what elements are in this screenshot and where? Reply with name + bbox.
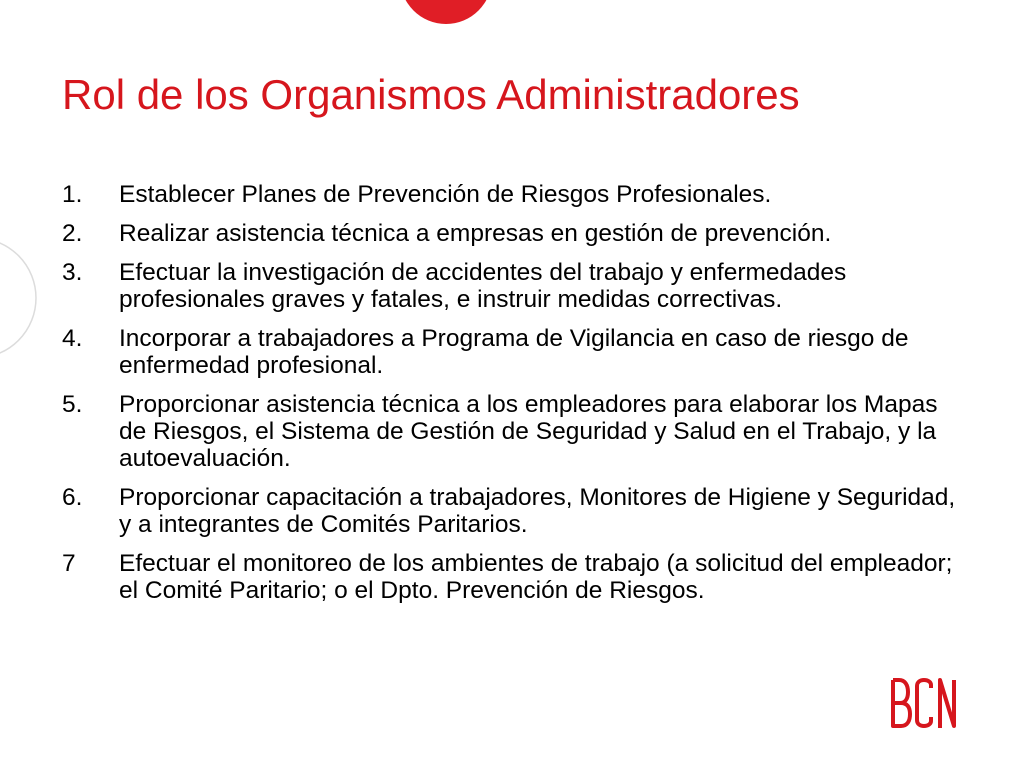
red-circle-decoration bbox=[400, 0, 492, 24]
list-item-number: 2. bbox=[62, 220, 83, 247]
list-item bbox=[62, 391, 962, 472]
list-item-number: 3. bbox=[62, 259, 83, 286]
list-item-text: Efectuar la investigación de accidentes del trabajo y enfermedades profesionales graves y fatales, e instruir medidas correctivas. bbox=[119, 259, 847, 313]
list-item bbox=[62, 220, 962, 247]
list-item bbox=[62, 484, 962, 538]
list-item-text: Incorporar a trabajadores a Programa de Vigilancia en caso de riesgo de enfermedad profesional. bbox=[119, 325, 909, 379]
list-item-number: 5. bbox=[62, 391, 83, 418]
list-item bbox=[62, 325, 962, 379]
slide-title: Rol de los Organismos Administradores bbox=[62, 71, 800, 118]
list-item-text: Proporcionar capacitación a trabajadores, Monitores de Higiene y Seguridad, y a integrantes de Comités Paritarios. bbox=[119, 484, 956, 538]
list-item-text: Realizar asistencia técnica a empresas en gestión de prevención. bbox=[119, 220, 832, 247]
list-item bbox=[62, 181, 962, 208]
list-item bbox=[62, 259, 962, 313]
list-item-text: Proporcionar asistencia técnica a los empleadores para elaborar los Mapas de Riesgos, el Sistema de Gestión de Seguridad y Salud en el Trabajo, y la autoevaluación. bbox=[119, 391, 938, 472]
list-item-number: 6. bbox=[62, 484, 83, 511]
list-item-text: Efectuar el monitoreo de los ambientes de trabajo (a solicitud del empleador; el Comité Paritario; o el Dpto. Prevención de Riesgos. bbox=[119, 550, 953, 604]
list-item-number: 4. bbox=[62, 325, 83, 352]
list-item-number: 1. bbox=[62, 181, 83, 208]
outline-circle-decoration bbox=[0, 238, 36, 358]
list-item bbox=[62, 550, 962, 604]
list-item-text: Establecer Planes de Prevención de Riesgos Profesionales. bbox=[119, 181, 772, 208]
bcn-logo bbox=[888, 676, 960, 732]
list-item-number: 7 bbox=[62, 550, 76, 577]
roles-list bbox=[62, 181, 962, 616]
